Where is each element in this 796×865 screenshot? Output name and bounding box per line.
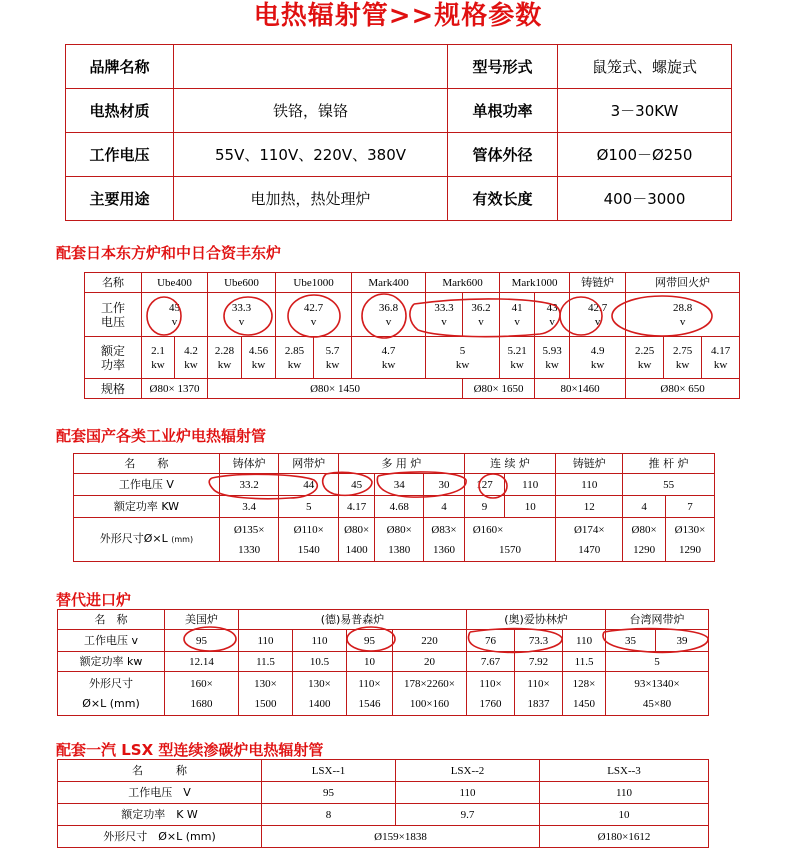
- power-cell: 5.7 kw: [314, 337, 352, 379]
- power-cell: 10.5: [293, 652, 347, 672]
- table-row: [74, 454, 715, 474]
- table-row: [66, 177, 732, 221]
- voltage-cell: 35: [606, 630, 656, 652]
- size-header-line1: 外形尺寸: [89, 676, 133, 690]
- power-cell: 2.75 kw: [664, 337, 702, 379]
- power-cell: 4.9 kw: [570, 337, 626, 379]
- size-cell: Ø159×1838: [262, 826, 540, 848]
- power-cell: 10: [347, 652, 393, 672]
- model-mark1000: Mark1000: [500, 273, 570, 293]
- size-cell: Ø80× 1400: [339, 518, 375, 562]
- power-cell: 4.17: [339, 496, 375, 518]
- table-row: [58, 760, 709, 782]
- power-cell: 4.56 kw: [242, 337, 276, 379]
- brand-value: [174, 45, 448, 89]
- lsx-furnace-table: [57, 759, 709, 848]
- voltage-cell: 45 v: [142, 293, 208, 337]
- voltage-cell: 41 v: [500, 293, 535, 337]
- size-cell: 80×1460: [535, 379, 626, 399]
- voltage-cell: 42.7 v: [570, 293, 626, 337]
- voltage-cell: 45: [339, 474, 375, 496]
- name-header: 名称: [85, 273, 142, 293]
- diameter-value: Ø100－Ø250: [558, 133, 732, 177]
- table-row: [58, 804, 709, 826]
- section-heading-japan: 配套日本东方炉和中日合资丰东炉: [56, 244, 282, 262]
- size-cell: Ø130× 1290: [665, 518, 714, 562]
- voltage-cell: 110: [293, 630, 347, 652]
- voltage-cell: 110: [540, 782, 709, 804]
- power-header: 额定功率 K W: [58, 804, 262, 826]
- power-cell: 2.28 kw: [208, 337, 242, 379]
- furnace-header: 铸链炉: [556, 454, 623, 474]
- power-cell: 9: [464, 496, 504, 518]
- table-row: [85, 337, 740, 379]
- section-heading-lsx: 配套一汽 LSX 型连续渗碳炉电热辐射管: [56, 741, 324, 759]
- power-cell: 5.93 kw: [535, 337, 570, 379]
- voltage-cell: 44: [279, 474, 339, 496]
- size-header-line2: Ø×L (mm): [82, 696, 140, 710]
- size-cell: Ø174× 1470: [556, 518, 623, 562]
- voltage-cell: 33.3 v: [426, 293, 463, 337]
- voltage-cell: 127: [464, 474, 504, 496]
- voltage-cell: 95: [347, 630, 393, 652]
- furnace-header: 网带炉: [279, 454, 339, 474]
- size-cell: 110× 1837: [515, 672, 563, 716]
- size-header: 规格: [85, 379, 142, 399]
- voltage-cell: 43 v: [535, 293, 570, 337]
- model-mark400: Mark400: [352, 273, 426, 293]
- voltage-cell: 220: [393, 630, 467, 652]
- type-value: 鼠笼式、螺旋式: [558, 45, 732, 89]
- domestic-furnace-table: [73, 453, 715, 562]
- power-header: [85, 337, 142, 379]
- size-cell: Ø80× 1370: [142, 379, 208, 399]
- size-cell: Ø110× 1540: [279, 518, 339, 562]
- power-value: 3－30KW: [558, 89, 732, 133]
- size-cell: Ø83× 1360: [424, 518, 464, 562]
- voltage-cell: 30: [424, 474, 464, 496]
- size-cell: Ø135× 1330: [219, 518, 279, 562]
- voltage-header: 工作电压 v: [58, 630, 165, 652]
- size-cell: 130× 1400: [293, 672, 347, 716]
- name-header: 名 称: [74, 454, 220, 474]
- japan-furnace-table: [84, 272, 740, 399]
- voltage-cell: 76: [467, 630, 515, 652]
- page-title: 电热辐射管>>规格参数: [253, 1, 543, 31]
- voltage-label: 工作电压: [66, 133, 174, 177]
- table-row: [85, 379, 740, 399]
- power-cell: 4.7 kw: [352, 337, 426, 379]
- size-cell: 93×1340× 45×80: [606, 672, 709, 716]
- voltage-cell: 110: [505, 474, 556, 496]
- power-cell: 7.67: [467, 652, 515, 672]
- power-cell: 4.68: [375, 496, 424, 518]
- power-header: 额定功率 KW: [74, 496, 220, 518]
- table-row: [58, 672, 709, 716]
- use-value: 电加热，热处理炉: [174, 177, 448, 221]
- furnace-header: 铸体炉: [219, 454, 279, 474]
- material-value: 铁铬，镍铬: [174, 89, 448, 133]
- voltage-cell: 36.8 v: [352, 293, 426, 337]
- model-lsx-1: LSX--1: [262, 760, 396, 782]
- furnace-header: (德)易普森炉: [239, 610, 467, 630]
- table-row: [74, 496, 715, 518]
- table-row: [58, 610, 709, 630]
- power-cell: 7.92: [515, 652, 563, 672]
- name-header: 名 称: [58, 610, 165, 630]
- section-heading-import: 替代进口炉: [56, 591, 132, 609]
- model-chain-furnace: 铸链炉: [570, 273, 626, 293]
- power-header: 额定功率 kw: [58, 652, 165, 672]
- voltage-header: 工作电压 V: [74, 474, 220, 496]
- power-cell: 4: [623, 496, 666, 518]
- model-mesh-temper-furnace: 网带回火炉: [626, 273, 740, 293]
- size-header-unit: (mm): [171, 535, 194, 544]
- power-cell: 2.1 kw: [142, 337, 175, 379]
- power-cell: 4.2 kw: [175, 337, 208, 379]
- voltage-header: [85, 293, 142, 337]
- furnace-header: (奥)爱协林炉: [467, 610, 606, 630]
- power-cell: 11.5: [239, 652, 293, 672]
- table-row: [66, 45, 732, 89]
- size-cell: 110× 1760: [467, 672, 515, 716]
- voltage-cell: 39: [656, 630, 709, 652]
- voltage-cell: 28.8 v: [626, 293, 740, 337]
- type-label: 型号形式: [448, 45, 558, 89]
- power-cell: 8: [262, 804, 396, 826]
- material-label: 电热材质: [66, 89, 174, 133]
- power-cell: 5 kw: [426, 337, 500, 379]
- model-mark600: Mark600: [426, 273, 500, 293]
- size-cell: 130× 1500: [239, 672, 293, 716]
- size-cell: Ø80× 1450: [208, 379, 463, 399]
- power-cell: 2.85 kw: [276, 337, 314, 379]
- name-header: 名 称: [58, 760, 262, 782]
- size-cell: 110× 1546: [347, 672, 393, 716]
- voltage-cell: 33.3 v: [208, 293, 276, 337]
- table-row: [58, 652, 709, 672]
- furnace-header: 台湾网带炉: [606, 610, 709, 630]
- length-value: 400－3000: [558, 177, 732, 221]
- size-cell: 128× 1450: [563, 672, 606, 716]
- power-cell: 12.14: [165, 652, 239, 672]
- size-cell: 160× 1680: [165, 672, 239, 716]
- size-cell: Ø80× 1380: [375, 518, 424, 562]
- power-cell: 5: [279, 496, 339, 518]
- voltage-cell: 34: [375, 474, 424, 496]
- table-row: [58, 782, 709, 804]
- size-cell: Ø80× 1290: [623, 518, 666, 562]
- voltage-value: 55V、110V、220V、380V: [174, 133, 448, 177]
- table-row: [66, 133, 732, 177]
- power-cell: 7: [665, 496, 714, 518]
- spec-table: [65, 44, 732, 221]
- voltage-cell: 110: [396, 782, 540, 804]
- diameter-label: 管体外径: [448, 133, 558, 177]
- power-cell: 10: [505, 496, 556, 518]
- model-ube400: Ube400: [142, 273, 208, 293]
- size-header: 外形尺寸 Ø×L (mm): [58, 826, 262, 848]
- power-cell: 5: [606, 652, 709, 672]
- section-heading-domestic: 配套国产各类工业炉电热辐射管: [56, 427, 267, 445]
- size-cell: Ø80× 650: [626, 379, 740, 399]
- voltage-cell: 33.2: [219, 474, 279, 496]
- table-row: [58, 630, 709, 652]
- voltage-cell: 95: [262, 782, 396, 804]
- voltage-cell: 55: [623, 474, 715, 496]
- model-lsx-3: LSX--3: [540, 760, 709, 782]
- voltage-cell: 110: [556, 474, 623, 496]
- size-cell: 178×2260× 100×160: [393, 672, 467, 716]
- import-furnace-table: [57, 609, 709, 716]
- voltage-cell: 36.2 v: [463, 293, 500, 337]
- power-cell: 4: [424, 496, 464, 518]
- furnace-header: 推 杆 炉: [623, 454, 715, 474]
- voltage-cell: 42.7 v: [276, 293, 352, 337]
- table-row: [58, 826, 709, 848]
- furnace-header: 美国炉: [165, 610, 239, 630]
- power-cell: 12: [556, 496, 623, 518]
- model-ube1000: Ube1000: [276, 273, 352, 293]
- voltage-header: 工作电压 V: [58, 782, 262, 804]
- power-cell: 9.7: [396, 804, 540, 826]
- power-header-line2: 功率: [100, 357, 125, 372]
- voltage-cell: 73.3: [515, 630, 563, 652]
- size-cell: Ø160× 1570: [464, 518, 556, 562]
- power-cell: 4.17 kw: [702, 337, 740, 379]
- power-cell: 11.5: [563, 652, 606, 672]
- table-row: [74, 518, 715, 562]
- voltage-cell: 110: [563, 630, 606, 652]
- size-cell: Ø80× 1650: [463, 379, 535, 399]
- model-ube600: Ube600: [208, 273, 276, 293]
- table-row: [85, 273, 740, 293]
- furnace-header: 连 续 炉: [464, 454, 556, 474]
- voltage-header-line2: 电压: [100, 314, 125, 329]
- voltage-header-line1: 工作: [100, 300, 125, 315]
- power-cell: 3.4: [219, 496, 279, 518]
- model-lsx-2: LSX--2: [396, 760, 540, 782]
- power-cell: 2.25 kw: [626, 337, 664, 379]
- power-header-line1: 额定: [100, 343, 125, 358]
- size-header: [58, 672, 165, 716]
- use-label: 主要用途: [66, 177, 174, 221]
- size-header-label: 外形尺寸Ø×L: [99, 532, 168, 545]
- power-cell: 10: [540, 804, 709, 826]
- table-row: [85, 293, 740, 337]
- power-cell: 5.21 kw: [500, 337, 535, 379]
- voltage-cell: 95: [165, 630, 239, 652]
- table-row: [66, 89, 732, 133]
- length-label: 有效长度: [448, 177, 558, 221]
- voltage-cell: 110: [239, 630, 293, 652]
- size-cell: Ø180×1612: [540, 826, 709, 848]
- power-cell: 20: [393, 652, 467, 672]
- size-header: [74, 518, 220, 562]
- power-label: 单根功率: [448, 89, 558, 133]
- table-row: [74, 474, 715, 496]
- furnace-header: 多 用 炉: [339, 454, 465, 474]
- brand-label: 品牌名称: [66, 45, 174, 89]
